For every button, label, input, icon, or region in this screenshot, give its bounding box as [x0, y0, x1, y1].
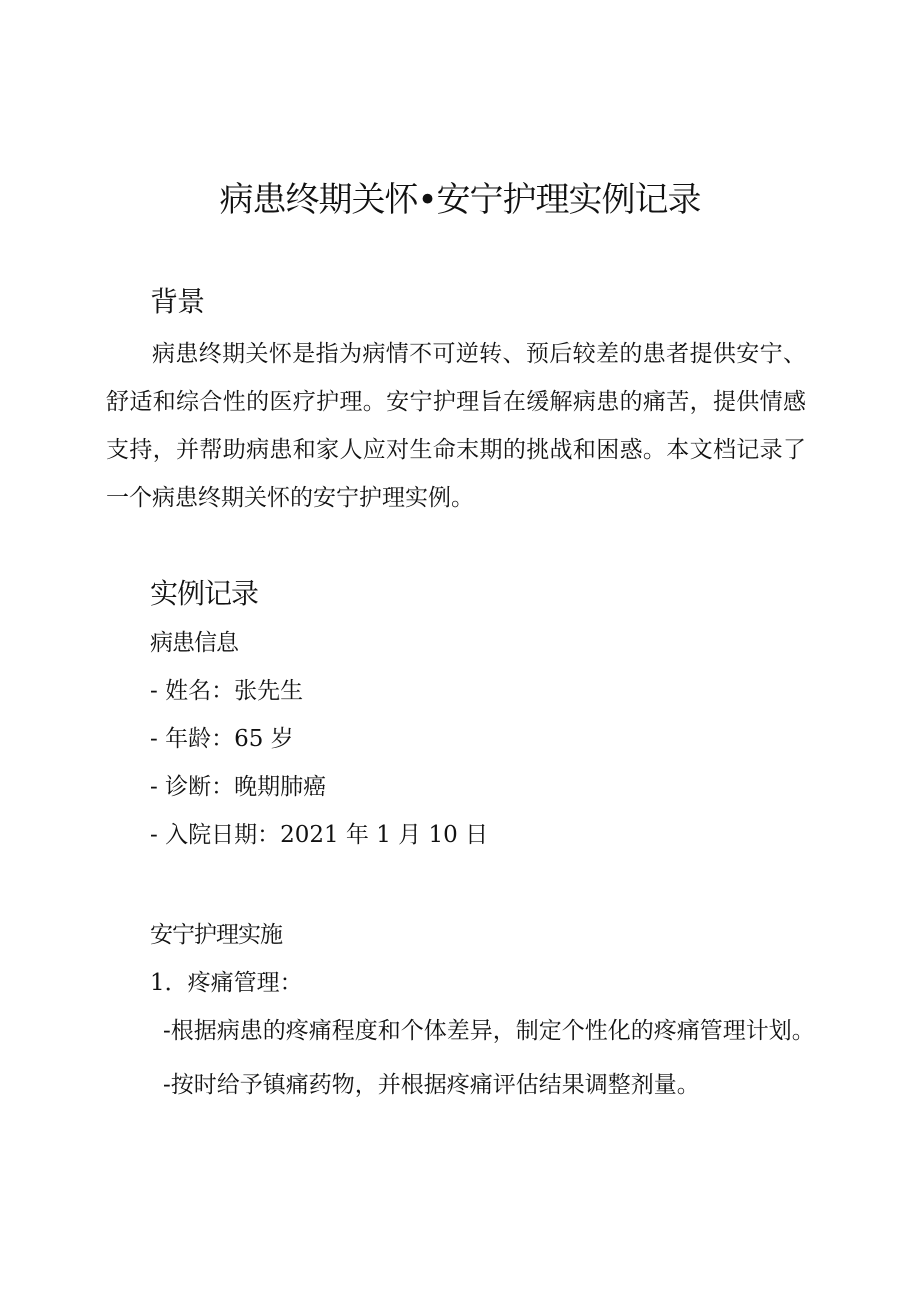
list-item: -按时给予镇痛药物，并根据疼痛评估结果调整剂量。 [163, 1072, 700, 1098]
list-item: - 姓名：张先生 [150, 678, 304, 704]
list-item: - 诊断：晚期肺癌 [150, 774, 327, 800]
section-heading-case-record: 实例记录 [150, 577, 259, 610]
list-item: - 年龄：65 岁 [150, 726, 294, 752]
subheading-care-implementation: 安宁护理实施 [150, 922, 282, 948]
background-paragraph: 病患终期关怀是指为病情不可逆转、预后较差的患者提供安宁、舒适和综合性的医疗护理。安宁护理旨在缓解病患的痛苦，提供情感支持，并帮助病患和家人应对生命末期的挑战和困惑。本文档记录了一个病患终期关怀的安宁护理实例。 [106, 341, 806, 511]
pain-management-label: 1．疼痛管理： [150, 970, 303, 996]
list-item: -根据病患的疼痛程度和个体差异，制定个性化的疼痛管理计划。 [163, 1018, 815, 1044]
subheading-patient-info: 病患信息 [150, 630, 238, 656]
list-item: - 入院日期：2021 年 1 月 10 日 [150, 822, 489, 848]
document-title: 病患终期关怀•安宁护理实例记录 [219, 180, 701, 220]
section-heading-background: 背景 [150, 285, 205, 318]
